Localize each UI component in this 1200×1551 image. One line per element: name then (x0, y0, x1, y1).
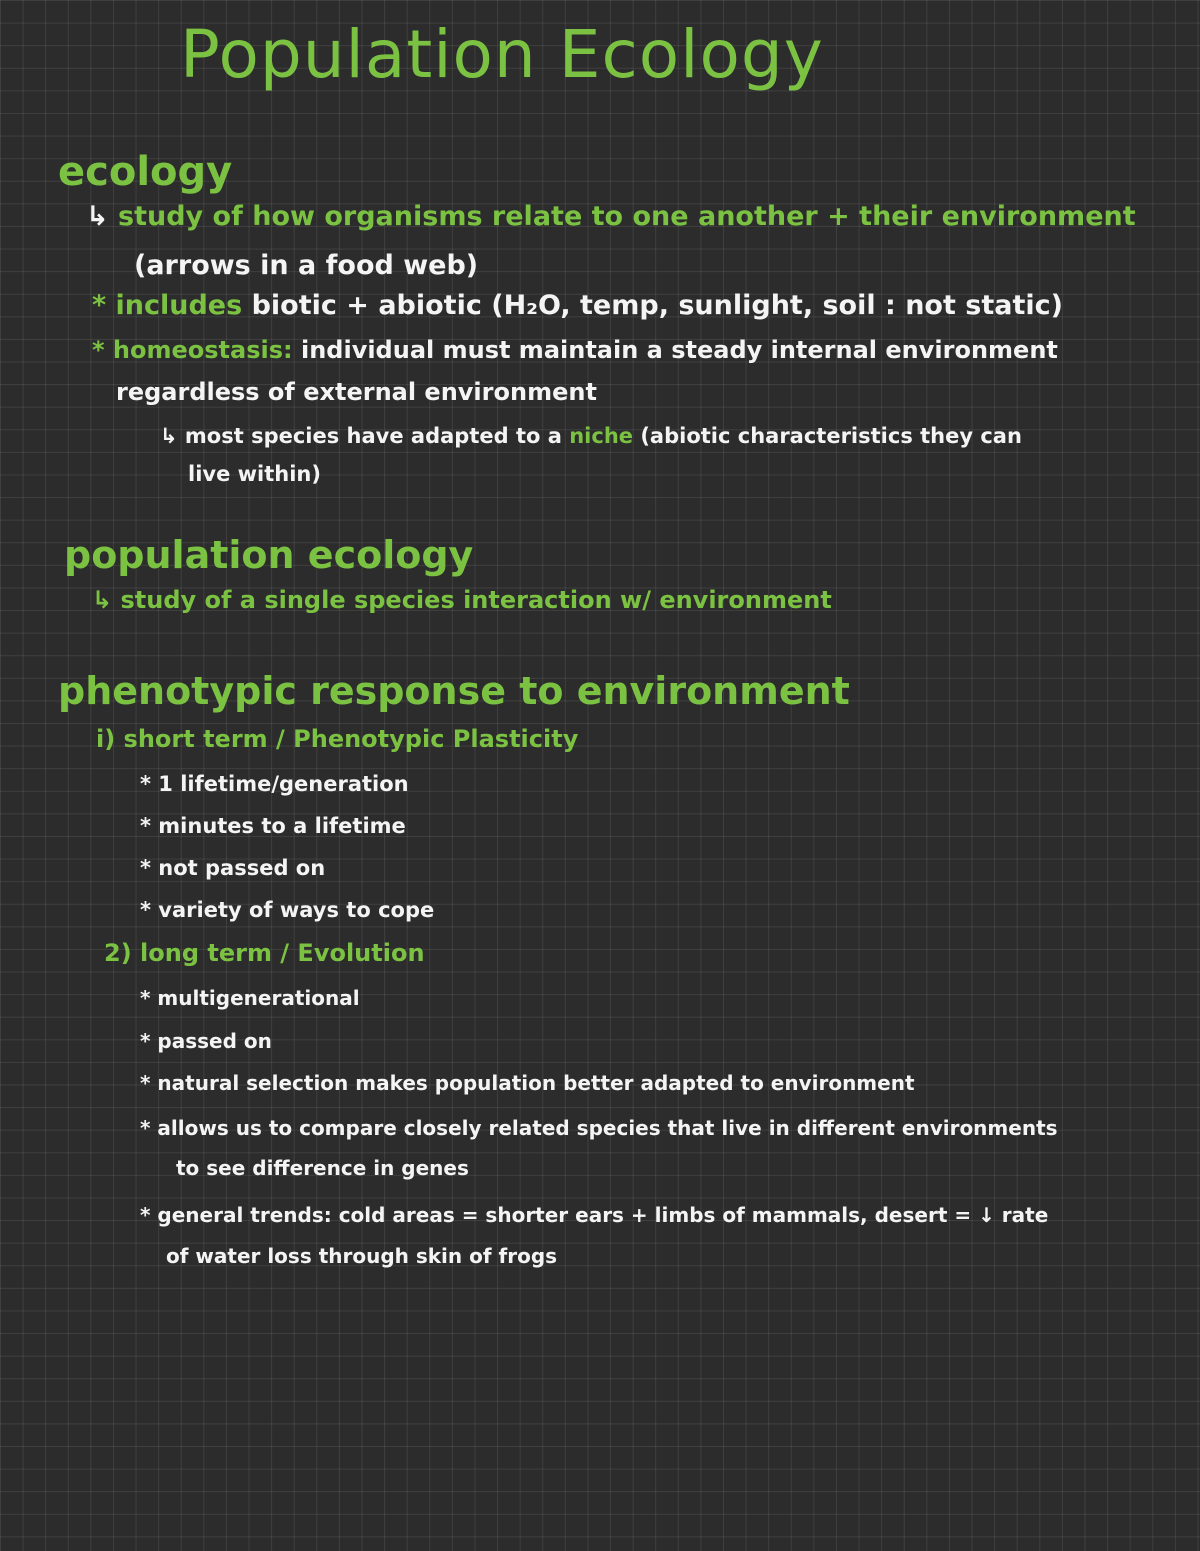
long-term-bullet: * allows us to compare closely related species that live in different environments (140, 1116, 1058, 1140)
ecology-homeostasis (92, 338, 1058, 362)
ecology-definition-tail: their environment (859, 201, 1136, 232)
phenotypic-heading: phenotypic response to environment (58, 669, 850, 713)
short-term-bullet: * 1 lifetime/generation (140, 772, 409, 796)
niche-post: (abiotic characteristics they can (640, 424, 1022, 448)
arrow-icon: ↳ (86, 201, 109, 232)
ecology-includes (92, 292, 1063, 319)
includes-label: * includes (92, 290, 243, 321)
niche-post-2: live within) (188, 462, 321, 486)
includes-text: biotic + abiotic (H₂O, temp, sunlight, soil : not static) (251, 290, 1063, 321)
niche-word: niche (569, 424, 634, 448)
population-ecology-heading: population ecology (64, 533, 474, 577)
population-ecology-definition (92, 588, 832, 612)
long-term-bullet: * natural selection makes population better adapted to environment (140, 1071, 915, 1095)
niche-pre: most species have adapted to a (184, 424, 562, 448)
short-term-bullet: * not passed on (140, 856, 326, 880)
short-term-label: i) short term / Phenotypic Plasticity (96, 725, 579, 753)
long-term-bullet: * multigenerational (140, 986, 360, 1010)
long-term-bullet-continued: of water loss through skin of frogs (166, 1244, 558, 1268)
long-term-label: 2) long term / Evolution (104, 939, 425, 967)
population-ecology-def-text: study of a single species interaction w/ environment (120, 586, 832, 614)
homeostasis-text: individual must maintain a steady internal environment (300, 336, 1058, 364)
long-term-bullet: * passed on (140, 1029, 272, 1053)
homeostasis-text-2: regardless of external environment (116, 378, 597, 406)
short-term-bullet: * variety of ways to cope (140, 898, 435, 922)
homeostasis-label: * homeostasis: (92, 336, 293, 364)
long-term-bullet-continued: to see difference in genes (176, 1156, 469, 1180)
page-title: Population Ecology (180, 16, 824, 93)
ecology-note: (arrows in a food web) (134, 250, 479, 281)
niche-line (160, 426, 1022, 447)
ecology-heading: ecology (58, 149, 233, 195)
short-term-bullet: * minutes to a lifetime (140, 814, 406, 838)
arrow-icon: ↳ (92, 586, 113, 614)
ecology-definition-green: study of how organisms relate to one another + (118, 201, 850, 232)
ecology-definition (86, 203, 1136, 230)
arrow-icon: ↳ (160, 424, 178, 448)
long-term-bullet: * general trends: cold areas = shorter ears + limbs of mammals, desert = ↓ rate (140, 1203, 1049, 1227)
